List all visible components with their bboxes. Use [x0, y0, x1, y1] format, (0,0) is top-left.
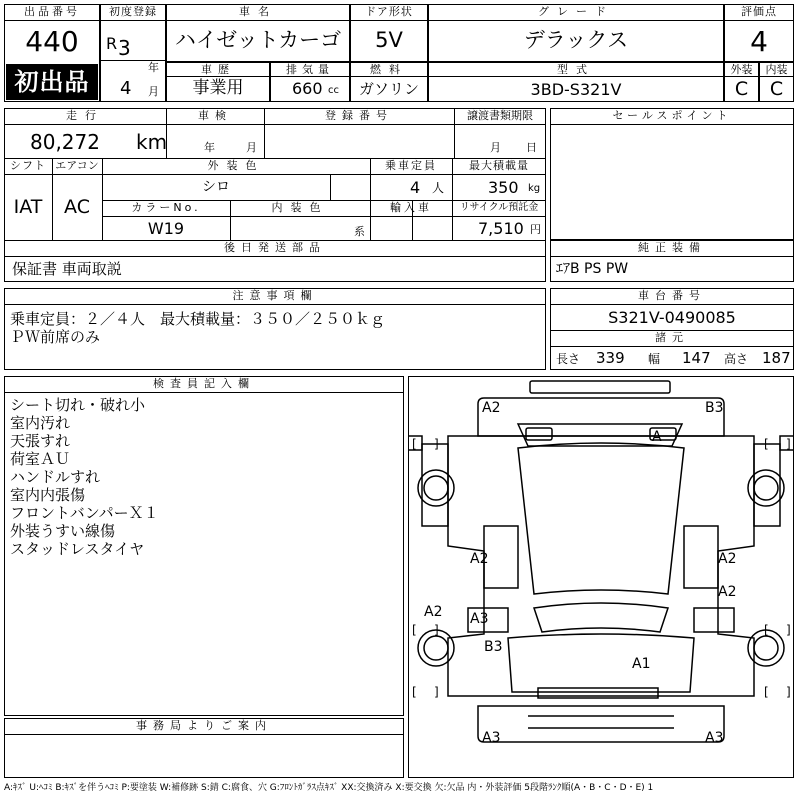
later-parts: 保証書 車両取説 [12, 260, 122, 278]
damage-rear-left: A2 [482, 400, 501, 416]
first-reg-label: 初度登録 [109, 5, 157, 18]
displacement-unit: cc [328, 85, 339, 96]
car-damage-diagram [408, 376, 794, 778]
chassis-label: 車台番号 [638, 289, 706, 302]
transfer-day-unit: 日 [526, 141, 537, 154]
width-label: 幅 [648, 352, 661, 366]
damage-front-left: A3 [482, 730, 501, 746]
damage-rear-right: B3 [705, 400, 724, 416]
body-outline-shape [448, 436, 754, 696]
height: 187 [762, 349, 791, 367]
displacement-label: 排気量 [286, 63, 334, 76]
damage-front-right: A3 [705, 730, 724, 746]
max-load-unit: kg [528, 183, 541, 194]
transfer-month-unit: 月 [490, 141, 501, 154]
inspector-line: フロントバンパーＸ１ [10, 504, 159, 522]
svg-text:]: ] [786, 685, 791, 699]
svg-text:[: [ [412, 623, 417, 637]
transfer-doc-label: 譲渡書類期限 [467, 109, 533, 122]
svg-text:[: [ [764, 623, 769, 637]
svg-text:]: ] [786, 623, 791, 637]
year-unit: 年 [148, 61, 159, 74]
ac-label: エアコン [55, 159, 99, 172]
shift: IAT [13, 196, 43, 218]
displacement: 660 [292, 79, 323, 98]
ext-color-label: 外装色 [207, 159, 265, 172]
length-label: 長さ [556, 352, 581, 366]
damage-rear-glass: A [652, 429, 662, 445]
shift-label: シフト [10, 159, 46, 172]
svg-text:[: [ [412, 685, 417, 699]
grade-label: グレード [538, 5, 614, 18]
reg-number-label: 登録番号 [325, 109, 393, 122]
max-load-label: 最大積載量 [469, 159, 529, 172]
inspector-line: 天張すれ [10, 432, 71, 450]
max-load: 350 [488, 178, 519, 197]
interior-label: 内装 [765, 63, 788, 76]
inspector-line: 荷室ＡＵ [10, 450, 71, 468]
svg-text:[: [ [764, 685, 769, 699]
capacity-label: 乗車定員 [385, 159, 437, 172]
equipment-value: ｴｱB PS PW [556, 261, 629, 277]
lot-number: 440 [25, 25, 79, 58]
recycle-fee: 7,510 [478, 219, 524, 238]
inspector-line: 室内汚れ [10, 414, 71, 432]
inspector-label: 検査員記入欄 [153, 377, 255, 390]
inspection-month-unit: 月 [246, 141, 257, 154]
office-label: 事務局よりご案内 [136, 719, 272, 732]
int-color-label: 内装色 [271, 201, 329, 214]
rear-bumper-shape [530, 381, 670, 393]
capacity: 4 [410, 178, 421, 197]
inspector-line: スタッドレスタイヤ [10, 540, 145, 558]
inspector-line: シート切れ・破れ小 [10, 396, 146, 414]
inspection-year-unit: 年 [204, 141, 215, 154]
recycle-label: リサイクル預託金 [459, 202, 539, 213]
width: 147 [682, 349, 711, 367]
caution-line: 乗車定員：２／４人 最大積載量：３５０／２５０ｋｇ [10, 310, 386, 328]
height-label: 高さ [724, 352, 749, 366]
inspector-line: 室内内張傷 [10, 486, 86, 504]
history-label: 車歴 [201, 63, 235, 76]
door-type: 5V [375, 28, 403, 52]
air-conditioner: AC [64, 196, 90, 218]
inspector-line: 外装うすい線傷 [10, 522, 116, 540]
model: 3BD-S321V [530, 80, 622, 99]
year-value: 3 [118, 36, 131, 60]
front-bumper-shape [478, 706, 724, 742]
damage-legend: A:ｷｽﾞ U:ﾍｺﾐ B:ｷｽﾞを伴うﾍｺﾐ P:要塗装 W:補修跡 S:錆 C:腐食、穴 G:ﾌﾛﾝﾄｶﾞﾗｽ点ｷｽﾞ XX:交換済み X:要交換 欠:欠品 内・外装評価 5段階ﾗﾝｸ順(A・B・C・D・E) 1 [4, 783, 654, 793]
first-listing-badge: 初出品 [6, 64, 98, 100]
exterior-color: シロ [202, 179, 230, 195]
chassis-number: S321V-0490085 [608, 308, 736, 327]
sales-point-box [550, 108, 794, 240]
mileage-unit: km [136, 130, 168, 154]
fuel-label: 燃料 [370, 63, 408, 76]
damage-left-rear-panel: A2 [470, 551, 489, 567]
inspector-notes [10, 396, 159, 558]
fuel: ガソリン [358, 80, 419, 98]
recycle-unit: 円 [530, 223, 541, 236]
windshield-shape [534, 603, 668, 632]
svg-text:]: ] [434, 685, 439, 699]
svg-text:[: [ [764, 437, 769, 451]
capacity-unit: 人 [432, 181, 445, 195]
caution-notes [10, 310, 385, 346]
roof-shape [518, 443, 684, 594]
rating: 4 [750, 25, 768, 58]
month-unit: 月 [148, 85, 159, 98]
lot-label: 出品番号 [24, 5, 80, 18]
svg-text:[: [ [412, 437, 417, 451]
rating-label: 評価点 [741, 5, 777, 18]
dims-label: 諸元 [655, 331, 689, 344]
svg-text:]: ] [434, 623, 439, 637]
month-value: 4 [120, 78, 132, 99]
import-label: 輸入車 [390, 201, 432, 214]
length: 339 [596, 349, 625, 367]
svg-text:]: ] [786, 437, 791, 451]
caution-line: ＰＷ前席のみ [10, 328, 101, 346]
int-color-unit: 系 [354, 225, 365, 238]
interior-grade: C [769, 78, 784, 100]
caution-label: 注意事項欄 [232, 289, 318, 302]
color-number: W19 [147, 219, 185, 238]
damage-right-rear-panel: A2 [718, 551, 737, 567]
car-name: ハイゼットカーゴ [174, 28, 342, 52]
damage-left-door: A3 [470, 611, 489, 627]
equipment-label: 純正装備 [638, 241, 706, 254]
door-label: ドア形状 [365, 5, 413, 18]
car-name-label: 車名 [239, 5, 277, 18]
inspection-label: 車検 [198, 109, 232, 122]
damage-left-side: A2 [424, 604, 443, 620]
color-no-label: カラーNo. [131, 201, 201, 214]
history: 事業用 [192, 78, 244, 98]
hood-shape [508, 634, 694, 692]
svg-text:]: ] [434, 437, 439, 451]
model-label: 型式 [557, 63, 595, 76]
mileage-label: 走行 [66, 109, 104, 122]
inspector-line: ハンドルすれ [10, 468, 101, 486]
damage-right-side: A2 [718, 584, 737, 600]
exterior-label: 外装 [730, 63, 753, 76]
exterior-grade: C [734, 78, 749, 100]
sales-point-label: セールスポイント [612, 109, 732, 122]
era: R [106, 34, 118, 53]
damage-bonnet: A1 [632, 656, 651, 672]
later-parts-label: 後日発送部品 [224, 241, 326, 254]
damage-left-front: B3 [484, 639, 503, 655]
mileage: 80,272 [30, 130, 100, 154]
grade: デラックス [523, 28, 629, 52]
